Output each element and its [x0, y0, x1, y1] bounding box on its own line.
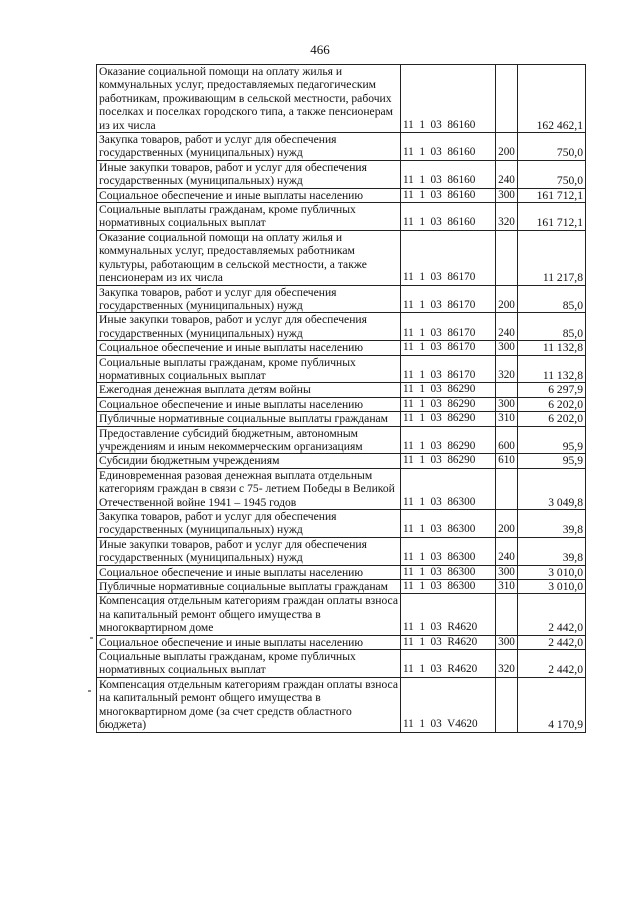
row-type-cell: 300 — [496, 341, 518, 355]
row-type-cell: 200 — [496, 285, 518, 313]
row-name-cell: Публичные нормативные социальные выплаты гражданам — [97, 580, 401, 594]
row-code-cell: 11 1 03 86300 — [401, 580, 496, 594]
row-code-cell: 11 1 03 86160 — [401, 188, 496, 202]
row-name-cell: Социальное обеспечение и иные выплаты населению — [97, 188, 401, 202]
table-row — [97, 510, 586, 538]
row-sum-cell: 6 297,9 — [518, 383, 586, 397]
row-code-cell: 11 1 03 R4620 — [401, 635, 496, 649]
table-row — [97, 412, 586, 426]
row-type-cell: 240 — [496, 160, 518, 188]
table-row — [97, 580, 586, 594]
row-sum-cell: 162 462,1 — [518, 65, 586, 133]
row-sum-cell: 2 442,0 — [518, 650, 586, 678]
table-row — [97, 313, 586, 341]
row-type-cell: 310 — [496, 412, 518, 426]
row-code-cell: 11 1 03 86290 — [401, 383, 496, 397]
row-name-cell: Социальные выплаты гражданам, кроме публичных нормативных социальных выплат — [97, 203, 401, 231]
table-row — [97, 355, 586, 383]
row-sum-cell: 11 132,8 — [518, 355, 586, 383]
row-name-cell: Закупка товаров, работ и услуг для обеспечения государственных (муниципальных) нужд — [97, 285, 401, 313]
table-row — [97, 341, 586, 355]
table-row — [97, 230, 586, 285]
row-sum-cell: 39,8 — [518, 510, 586, 538]
row-sum-cell: 750,0 — [518, 133, 586, 161]
row-type-cell: 300 — [496, 397, 518, 411]
row-type-cell: 600 — [496, 426, 518, 454]
row-name-cell: Социальное обеспечение и иные выплаты населению — [97, 397, 401, 411]
row-type-cell — [496, 383, 518, 397]
row-sum-cell: 2 442,0 — [518, 635, 586, 649]
row-name-cell: Оказание социальной помощи на оплату жилья и коммунальных услуг, предоставляемых педагогическим работникам, проживающим в сельской местности, рабочих поселках и поселках городского типа, а также пенсионерам из их числа — [97, 65, 401, 133]
row-sum-cell: 95,9 — [518, 454, 586, 468]
margin-mark — [90, 637, 93, 639]
row-code-cell: 11 1 03 86160 — [401, 160, 496, 188]
row-code-cell: 11 1 03 86300 — [401, 537, 496, 565]
row-sum-cell: 6 202,0 — [518, 397, 586, 411]
row-name-cell: Закупка товаров, работ и услуг для обеспечения государственных (муниципальных) нужд — [97, 133, 401, 161]
row-name-cell: Ежегодная денежная выплата детям войны — [97, 383, 401, 397]
row-type-cell — [496, 468, 518, 509]
row-sum-cell: 161 712,1 — [518, 203, 586, 231]
row-type-cell: 320 — [496, 203, 518, 231]
row-code-cell: 11 1 03 86160 — [401, 65, 496, 133]
row-sum-cell: 85,0 — [518, 285, 586, 313]
row-code-cell: 11 1 03 86300 — [401, 468, 496, 509]
margin-mark — [88, 690, 91, 692]
row-sum-cell: 3 010,0 — [518, 580, 586, 594]
table-row — [97, 160, 586, 188]
row-type-cell: 300 — [496, 188, 518, 202]
row-sum-cell: 3 049,8 — [518, 468, 586, 509]
table-row — [97, 397, 586, 411]
table-row — [97, 650, 586, 678]
row-name-cell: Публичные нормативные социальные выплаты гражданам — [97, 412, 401, 426]
row-name-cell: Иные закупки товаров, работ и услуг для обеспечения государственных (муниципальных) нужд — [97, 160, 401, 188]
row-name-cell: Социальное обеспечение и иные выплаты населению — [97, 341, 401, 355]
row-name-cell: Компенсация отдельным категориям граждан оплаты взноса на капитальный ремонт общего имущества в многоквартирном доме — [97, 594, 401, 635]
row-name-cell: Социальные выплаты гражданам, кроме публичных нормативных социальных выплат — [97, 650, 401, 678]
table-row — [97, 537, 586, 565]
row-code-cell: 11 1 03 R4620 — [401, 594, 496, 635]
row-name-cell: Социальное обеспечение и иные выплаты населению — [97, 565, 401, 579]
row-sum-cell: 6 202,0 — [518, 412, 586, 426]
row-name-cell: Закупка товаров, работ и услуг для обеспечения государственных (муниципальных) нужд — [97, 510, 401, 538]
row-name-cell: Социальное обеспечение и иные выплаты населению — [97, 635, 401, 649]
row-code-cell: 11 1 03 86170 — [401, 230, 496, 285]
table-row — [97, 565, 586, 579]
table-row — [97, 454, 586, 468]
row-type-cell — [496, 677, 518, 732]
row-sum-cell: 39,8 — [518, 537, 586, 565]
row-type-cell: 240 — [496, 313, 518, 341]
table-row — [97, 426, 586, 454]
row-type-cell: 200 — [496, 510, 518, 538]
row-type-cell — [496, 230, 518, 285]
row-code-cell: 11 1 03 V4620 — [401, 677, 496, 732]
table-row — [97, 188, 586, 202]
row-name-cell: Предоставление субсидий бюджетным, автономным учреждениям и иным некоммерческим организациям — [97, 426, 401, 454]
budget-table-body — [97, 65, 586, 733]
row-code-cell: 11 1 03 86170 — [401, 355, 496, 383]
row-type-cell: 240 — [496, 537, 518, 565]
row-name-cell: Иные закупки товаров, работ и услуг для обеспечения государственных (муниципальных) нужд — [97, 313, 401, 341]
row-sum-cell: 85,0 — [518, 313, 586, 341]
row-name-cell: Оказание социальной помощи на оплату жилья и коммунальных услуг, предоставляемых работникам культуры, работающим в сельской местности, а также пенсионерам из их числа — [97, 230, 401, 285]
row-name-cell: Компенсация отдельным категориям граждан оплаты взноса на капитальный ремонт общего имущества в многоквартирном доме (за счет средств областного бюджета) — [97, 677, 401, 732]
row-type-cell — [496, 65, 518, 133]
page-number: 466 — [310, 42, 330, 57]
row-sum-cell: 11 132,8 — [518, 341, 586, 355]
row-code-cell: 11 1 03 86170 — [401, 341, 496, 355]
table-row — [97, 635, 586, 649]
row-code-cell: 11 1 03 86290 — [401, 454, 496, 468]
table-row — [97, 65, 586, 133]
row-code-cell: 11 1 03 R4620 — [401, 650, 496, 678]
budget-table — [96, 64, 586, 733]
row-code-cell: 11 1 03 86290 — [401, 397, 496, 411]
table-row — [97, 383, 586, 397]
row-sum-cell: 161 712,1 — [518, 188, 586, 202]
row-name-cell: Социальные выплаты гражданам, кроме публичных нормативных социальных выплат — [97, 355, 401, 383]
row-name-cell: Субсидии бюджетным учреждениям — [97, 454, 401, 468]
row-code-cell: 11 1 03 86290 — [401, 412, 496, 426]
table-row — [97, 594, 586, 635]
row-sum-cell: 4 170,9 — [518, 677, 586, 732]
table-row — [97, 203, 586, 231]
row-type-cell: 300 — [496, 565, 518, 579]
row-code-cell: 11 1 03 86170 — [401, 313, 496, 341]
row-type-cell — [496, 594, 518, 635]
row-code-cell: 11 1 03 86160 — [401, 203, 496, 231]
row-code-cell: 11 1 03 86300 — [401, 565, 496, 579]
row-sum-cell: 2 442,0 — [518, 594, 586, 635]
row-sum-cell: 3 010,0 — [518, 565, 586, 579]
row-sum-cell: 95,9 — [518, 426, 586, 454]
row-code-cell: 11 1 03 86170 — [401, 285, 496, 313]
table-row — [97, 285, 586, 313]
row-type-cell: 300 — [496, 635, 518, 649]
row-type-cell: 320 — [496, 650, 518, 678]
row-code-cell: 11 1 03 86300 — [401, 510, 496, 538]
row-name-cell: Единовременная разовая денежная выплата отдельным категориям граждан в связи с 75- летием Победы в Великой Отечественной войне 1941 – 1945 годов — [97, 468, 401, 509]
row-type-cell: 610 — [496, 454, 518, 468]
row-sum-cell: 750,0 — [518, 160, 586, 188]
row-type-cell: 320 — [496, 355, 518, 383]
row-type-cell: 310 — [496, 580, 518, 594]
row-type-cell: 200 — [496, 133, 518, 161]
row-name-cell: Иные закупки товаров, работ и услуг для обеспечения государственных (муниципальных) нужд — [97, 537, 401, 565]
row-code-cell: 11 1 03 86160 — [401, 133, 496, 161]
row-code-cell: 11 1 03 86290 — [401, 426, 496, 454]
table-row — [97, 133, 586, 161]
row-sum-cell: 11 217,8 — [518, 230, 586, 285]
table-row — [97, 468, 586, 509]
table-row — [97, 677, 586, 732]
